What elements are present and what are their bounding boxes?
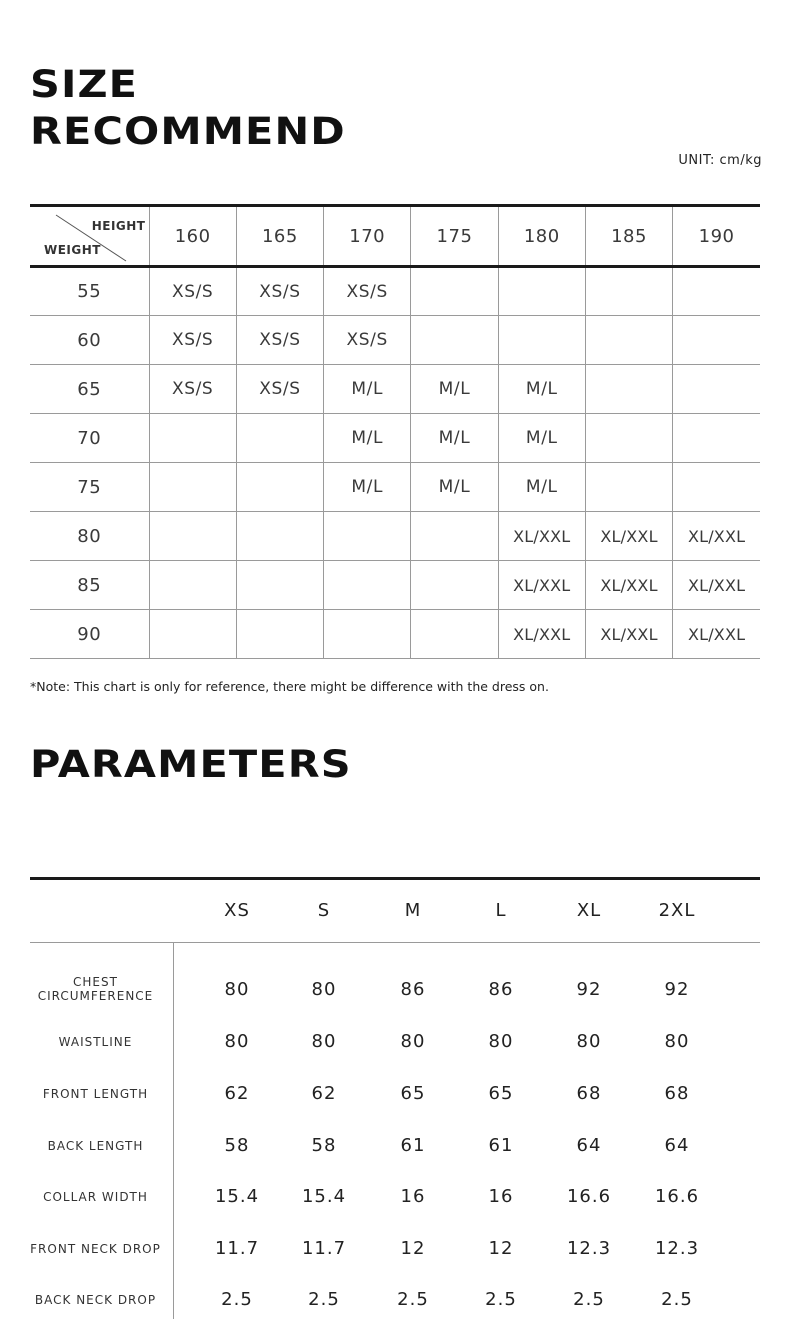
parameter-value: 62 [311, 1083, 337, 1104]
parameter-value: 92 [664, 979, 690, 1000]
parameter-label-line: FRONT LENGTH [42, 1087, 149, 1101]
size-cell [149, 561, 236, 610]
weight-cell: 85 [30, 561, 149, 610]
size-cell: XS/S [236, 267, 323, 316]
weight-cell: 60 [30, 316, 149, 365]
parameter-label-line: CHEST [73, 975, 118, 989]
size-cell: XL/XXL [498, 512, 585, 561]
size-cell [324, 610, 411, 659]
size-cell: XL/XXL [673, 610, 760, 659]
size-cell: XL/XXL [673, 512, 760, 561]
parameter-value: 12.3 [566, 1238, 612, 1259]
size-cell: XS/S [149, 365, 236, 414]
size-cell [673, 365, 760, 414]
size-table-row [30, 610, 760, 659]
size-cell [324, 561, 411, 610]
unit-label: UNIT: cm/kg [678, 153, 762, 168]
parameter-value: 12.3 [654, 1238, 700, 1259]
weight-cell: 75 [30, 463, 149, 512]
parameters-title: PARAMETERS [30, 743, 352, 786]
parameter-value: 61 [400, 1135, 426, 1156]
parameter-label-line: WAISTLINE [58, 1035, 133, 1049]
size-cell [236, 414, 323, 463]
size-cell: M/L [324, 365, 411, 414]
parameter-value: 11.7 [301, 1238, 347, 1259]
size-cell: XL/XXL [498, 610, 585, 659]
parameter-label [30, 1190, 161, 1204]
parameter-value: 86 [488, 979, 514, 1000]
size-cell: XS/S [149, 316, 236, 365]
parameter-value: 80 [224, 1031, 250, 1052]
size-cell: M/L [411, 365, 498, 414]
size-cell: XL/XXL [585, 512, 672, 561]
parameter-label [30, 1293, 161, 1307]
size-cell [149, 463, 236, 512]
parameter-value: 64 [664, 1135, 690, 1156]
size-cell: XS/S [236, 316, 323, 365]
size-cell [673, 414, 760, 463]
parameter-row [30, 1121, 760, 1173]
weight-cell: 55 [30, 267, 149, 316]
parameter-value: 2.5 [573, 1289, 605, 1310]
weight-cell: 70 [30, 414, 149, 463]
size-cell [236, 610, 323, 659]
size-cell [585, 316, 672, 365]
parameter-value: 80 [224, 979, 250, 1000]
size-cell [149, 414, 236, 463]
size-cell [585, 414, 672, 463]
size-cell [236, 512, 323, 561]
height-header: 175 [411, 206, 498, 267]
parameter-value: 80 [664, 1031, 690, 1052]
size-title-line2: RECOMMEND [30, 110, 346, 153]
size-cell: XS/S [149, 267, 236, 316]
parameters-header-row [30, 880, 760, 943]
size-cell: XL/XXL [498, 561, 585, 610]
size-recommend-table [30, 204, 760, 659]
size-cell: M/L [498, 365, 585, 414]
parameter-value: 80 [576, 1031, 602, 1052]
parameter-value: 16.6 [566, 1186, 612, 1207]
size-cell: M/L [411, 463, 498, 512]
parameter-value: 2.5 [485, 1289, 517, 1310]
parameter-label-line: FRONT NECK DROP [30, 1242, 161, 1256]
parameter-value: 15.4 [301, 1186, 347, 1207]
weight-cell: 90 [30, 610, 149, 659]
size-column-header: XL [576, 900, 602, 921]
size-table-row [30, 512, 760, 561]
parameter-label [30, 1242, 161, 1256]
height-header: 185 [585, 206, 672, 267]
parameter-value: 2.5 [397, 1289, 429, 1310]
parameter-label [30, 975, 161, 1003]
height-header: 170 [324, 206, 411, 267]
parameter-row [30, 1017, 760, 1069]
height-header: 180 [498, 206, 585, 267]
parameter-value: 61 [488, 1135, 514, 1156]
size-table-row [30, 561, 760, 610]
size-column-header: S [317, 900, 331, 921]
height-header: 190 [673, 206, 760, 267]
size-cell [411, 610, 498, 659]
size-cell [411, 561, 498, 610]
parameter-value: 80 [311, 979, 337, 1000]
parameter-value: 86 [400, 979, 426, 1000]
parameter-row [30, 1069, 760, 1121]
size-cell: XS/S [236, 365, 323, 414]
height-axis-label: HEIGHT [91, 219, 146, 233]
height-header: 160 [149, 206, 236, 267]
size-cell: XL/XXL [585, 610, 672, 659]
parameter-value: 64 [576, 1135, 602, 1156]
parameter-value: 2.5 [221, 1289, 253, 1310]
parameter-value: 16 [400, 1186, 426, 1207]
parameter-value: 65 [400, 1083, 426, 1104]
parameter-value: 62 [224, 1083, 250, 1104]
parameter-value: 12 [488, 1238, 514, 1259]
size-cell: M/L [498, 414, 585, 463]
weight-axis-label: WEIGHT [44, 243, 101, 257]
size-cell [673, 463, 760, 512]
parameter-label [30, 1035, 161, 1049]
size-cell [149, 610, 236, 659]
parameter-value: 16.6 [654, 1186, 700, 1207]
size-cell: M/L [498, 463, 585, 512]
parameter-value: 15.4 [214, 1186, 260, 1207]
weight-cell: 80 [30, 512, 149, 561]
size-cell [498, 267, 585, 316]
size-table-header-row [30, 206, 760, 267]
parameter-value: 68 [576, 1083, 602, 1104]
size-cell [411, 316, 498, 365]
height-header: 165 [236, 206, 323, 267]
size-cell [673, 316, 760, 365]
size-cell [585, 463, 672, 512]
size-cell: XL/XXL [673, 561, 760, 610]
parameter-value: 58 [224, 1135, 250, 1156]
size-cell: M/L [324, 463, 411, 512]
size-title-line1: SIZE [30, 63, 139, 106]
size-cell [236, 463, 323, 512]
size-column-header: M [404, 900, 422, 921]
size-cell [324, 512, 411, 561]
size-table-row [30, 463, 760, 512]
parameter-value: 80 [488, 1031, 514, 1052]
corner-cell [30, 206, 149, 267]
size-column-header: XS [224, 900, 250, 921]
parameter-value: 2.5 [308, 1289, 340, 1310]
size-cell: XS/S [324, 267, 411, 316]
size-cell: XS/S [324, 316, 411, 365]
size-column-header: L [495, 900, 507, 921]
size-column-header: 2XL [658, 900, 696, 921]
reference-note: *Note: This chart is only for reference, there might be difference with the dress on. [30, 679, 549, 694]
size-cell [411, 267, 498, 316]
parameter-label [30, 1139, 161, 1153]
parameter-value: 58 [311, 1135, 337, 1156]
size-cell: M/L [324, 414, 411, 463]
size-table-row [30, 365, 760, 414]
size-cell [236, 561, 323, 610]
size-table-row [30, 414, 760, 463]
parameter-value: 80 [311, 1031, 337, 1052]
size-cell: M/L [411, 414, 498, 463]
parameter-value: 65 [488, 1083, 514, 1104]
size-cell [673, 267, 760, 316]
size-table-row [30, 316, 760, 365]
size-table-row [30, 267, 760, 316]
parameters-table [30, 877, 760, 1319]
parameter-label [30, 1087, 161, 1101]
parameter-value: 92 [576, 979, 602, 1000]
parameter-row [30, 965, 760, 1017]
parameter-value: 80 [400, 1031, 426, 1052]
parameter-row [30, 1275, 760, 1327]
parameter-label-line: CIRCUMFERENCE [37, 989, 154, 1003]
parameter-row [30, 1172, 760, 1224]
parameter-value: 2.5 [661, 1289, 693, 1310]
size-cell [411, 512, 498, 561]
parameters-body [30, 943, 760, 1319]
size-cell [585, 365, 672, 414]
size-cell [149, 512, 236, 561]
parameter-value: 68 [664, 1083, 690, 1104]
weight-cell: 65 [30, 365, 149, 414]
parameter-value: 16 [488, 1186, 514, 1207]
size-cell [585, 267, 672, 316]
parameter-value: 11.7 [214, 1238, 260, 1259]
parameter-label-line: BACK LENGTH [47, 1139, 144, 1153]
size-cell [498, 316, 585, 365]
parameter-label-line: BACK NECK DROP [34, 1293, 157, 1307]
parameter-value: 12 [400, 1238, 426, 1259]
parameter-label-line: COLLAR WIDTH [43, 1190, 148, 1204]
size-cell: XL/XXL [585, 561, 672, 610]
parameter-row [30, 1224, 760, 1276]
